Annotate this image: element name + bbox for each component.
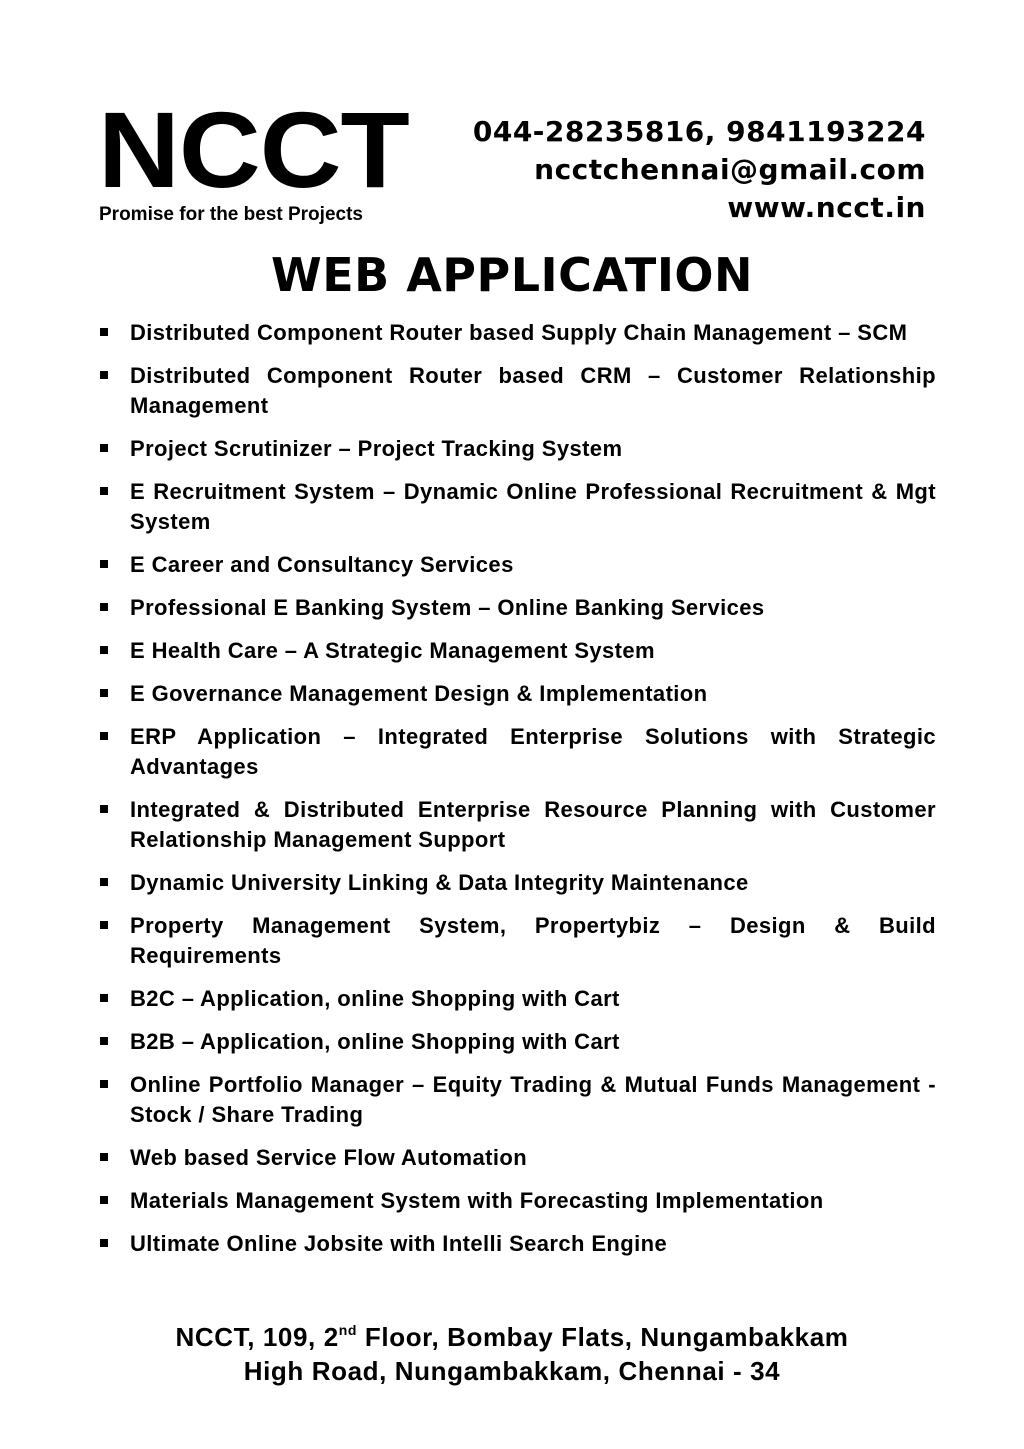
square-bullet-icon (100, 689, 108, 697)
list-item (98, 361, 936, 421)
address-line-1-start: NCCT, 109, 2 (175, 1322, 339, 1352)
page-header (0, 0, 1024, 240)
list-item-text: B2B – Application, online Shopping with Cart (130, 1029, 620, 1054)
address-line-1-end: Floor, Bombay Flats, Nungambakkam (357, 1322, 849, 1352)
list-item (98, 679, 936, 709)
square-bullet-icon (100, 444, 108, 452)
list-item (98, 722, 936, 782)
list-item-text: Dynamic University Linking & Data Integrity Maintenance (130, 870, 749, 895)
list-item (98, 1143, 936, 1173)
page-title: WEB APPLICATION (270, 248, 754, 302)
address-line-2: High Road, Nungambakkam, Chennai - 34 (243, 1356, 781, 1386)
list-item (98, 795, 936, 855)
ordinal-suffix: nd (338, 1322, 358, 1338)
contact-block (473, 113, 926, 227)
square-bullet-icon (100, 1080, 108, 1088)
list-item (98, 318, 936, 348)
list-item (98, 1229, 936, 1259)
square-bullet-icon (100, 487, 108, 495)
list-item (98, 1027, 936, 1057)
list-item (98, 1070, 936, 1130)
ncct-logo: NCCT (98, 89, 409, 210)
square-bullet-icon (100, 371, 108, 379)
tagline: Promise for the best Projects (99, 204, 363, 225)
list-item (98, 911, 936, 971)
list-item (98, 984, 936, 1014)
list-item (98, 593, 936, 623)
list-item-text: E Health Care – A Strategic Management System (130, 638, 655, 663)
list-item-text: Distributed Component Router based Supply Chain Management – SCM (130, 320, 908, 345)
square-bullet-icon (100, 560, 108, 568)
list-item-text: Web based Service Flow Automation (130, 1145, 528, 1170)
square-bullet-icon (100, 921, 108, 929)
list-item-text: Property Management System, Propertybiz – Design & Build Requirements (130, 913, 936, 968)
square-bullet-icon (100, 328, 108, 336)
phone-numbers: 044-28235816, 9841193224 (472, 115, 926, 148)
square-bullet-icon (100, 1239, 108, 1247)
list-item-text: Materials Management System with Forecasting Implementation (130, 1188, 824, 1213)
list-item-text: Professional E Banking System – Online Banking Services (130, 595, 765, 620)
square-bullet-icon (100, 994, 108, 1002)
list-item-text: Integrated & Distributed Enterprise Resource Planning with Customer Relationship Management Support (130, 797, 936, 852)
square-bullet-icon (100, 878, 108, 886)
project-list (98, 318, 936, 1272)
square-bullet-icon (100, 646, 108, 654)
list-item-text: E Governance Management Design & Implementation (130, 681, 708, 706)
list-item-text: E Career and Consultancy Services (130, 552, 514, 577)
list-item-text: Project Scrutinizer – Project Tracking System (130, 436, 623, 461)
list-item-text: Ultimate Online Jobsite with Intelli Search Engine (130, 1231, 668, 1256)
list-item (98, 550, 936, 580)
list-item (98, 434, 936, 464)
square-bullet-icon (100, 805, 108, 813)
list-item (98, 636, 936, 666)
square-bullet-icon (100, 603, 108, 611)
address-footer (0, 1320, 1024, 1388)
list-item-text: Online Portfolio Manager – Equity Trading & Mutual Funds Management - Stock / Share Trading (130, 1072, 936, 1127)
email-address: ncctchennai@gmail.com (534, 153, 926, 186)
list-item (98, 868, 936, 898)
list-item-text: E Recruitment System – Dynamic Online Professional Recruitment & Mgt System (130, 479, 936, 534)
square-bullet-icon (100, 1037, 108, 1045)
list-item (98, 1186, 936, 1216)
square-bullet-icon (100, 1196, 108, 1204)
square-bullet-icon (100, 732, 108, 740)
address-line-1 (0, 1320, 1024, 1354)
square-bullet-icon (100, 1153, 108, 1161)
list-item (98, 477, 936, 537)
list-item-text: ERP Application – Integrated Enterprise Solutions with Strategic Advantages (130, 724, 936, 779)
list-item-text: Distributed Component Router based CRM – Customer Relationship Management (130, 363, 936, 418)
list-item-text: B2C – Application, online Shopping with Cart (130, 986, 620, 1011)
website-address: www.ncct.in (727, 191, 926, 224)
